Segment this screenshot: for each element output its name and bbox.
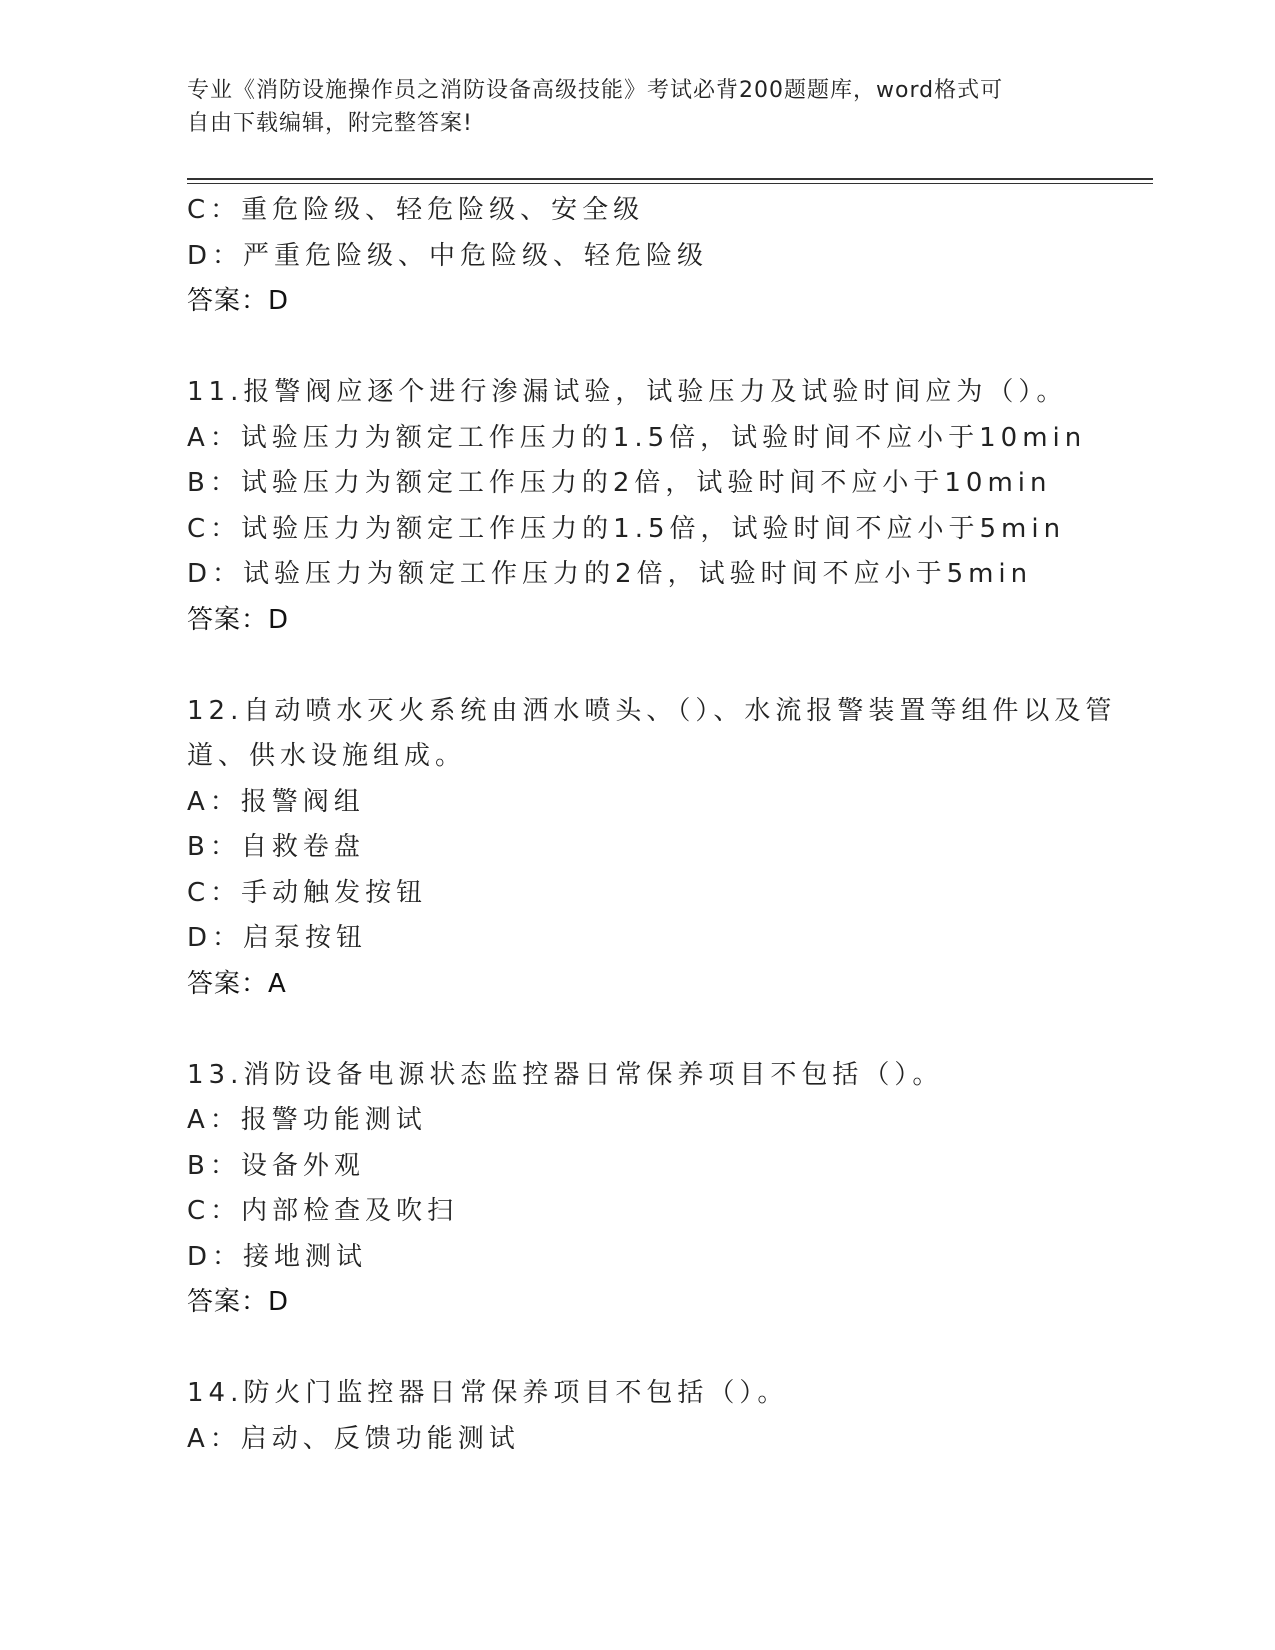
option-a: A：启动、反馈功能测试	[187, 1423, 520, 1454]
question-list	[187, 188, 1117, 1462]
option-b: B：设备外观	[187, 1150, 365, 1181]
option-a: A：报警阀组	[187, 786, 365, 817]
option-b: B：自救卷盘	[187, 832, 365, 862]
question-text: 14.防火门监控器日常保养项目不包括（）。	[187, 1378, 789, 1408]
header-line-1: 专业《消防设施操作员之消防设备高级技能》考试必背200题题库，word格式可	[187, 78, 1004, 103]
option-a: A：报警功能测试	[187, 1105, 427, 1135]
spacer	[187, 325, 1087, 371]
question-text-continued: 道、供水设施组成。	[187, 741, 467, 771]
document-header	[187, 74, 1087, 140]
spacer	[187, 643, 1087, 689]
header-rule-thick	[187, 178, 1153, 180]
answer-line: 答案：D	[187, 1287, 290, 1317]
option-d: D：启泵按钮	[187, 923, 368, 953]
answer-line: 答案：D	[187, 604, 290, 635]
option-c: C：手动触发按钮	[187, 877, 428, 908]
header-rule-thin	[187, 183, 1153, 184]
question-text: 12.自动喷水灭火系统由洒水喷头、（）、水流报警装置等组件以及管	[187, 695, 1117, 726]
answer-line: 答案：A	[187, 968, 287, 999]
option-c: C：重危险级、轻危险级、安全级	[187, 195, 645, 225]
answer-line: 答案：D	[187, 286, 290, 316]
question-13	[187, 1053, 1087, 1326]
header-line-2: 自由下载编辑，附完整答案!	[187, 111, 473, 136]
question-text: 13.消防设备电源状态监控器日常保养项目不包括（）。	[187, 1059, 944, 1090]
option-d: D：接地测试	[187, 1241, 368, 1272]
question-14	[187, 1371, 1087, 1462]
option-c: C：内部检查及吹扫	[187, 1196, 459, 1226]
question-10-partial	[187, 188, 1087, 325]
question-text: 11.报警阀应逐个进行渗漏试验，试验压力及试验时间应为（）。	[187, 377, 1068, 407]
question-12	[187, 689, 1117, 1008]
option-d: D：严重危险级、中危险级、轻危险级	[187, 240, 709, 271]
option-c: C：试验压力为额定工作压力的1.5倍，试验时间不应小于5min	[187, 513, 1066, 544]
spacer	[187, 1326, 1087, 1372]
option-d: D：试验压力为额定工作压力的2倍，试验时间不应小于5min	[187, 559, 1033, 589]
question-11	[187, 370, 1087, 643]
option-a: A：试验压力为额定工作压力的1.5倍，试验时间不应小于10min	[187, 422, 1087, 453]
spacer	[187, 1007, 1087, 1053]
option-b: B：试验压力为额定工作压力的2倍，试验时间不应小于10min	[187, 468, 1052, 498]
